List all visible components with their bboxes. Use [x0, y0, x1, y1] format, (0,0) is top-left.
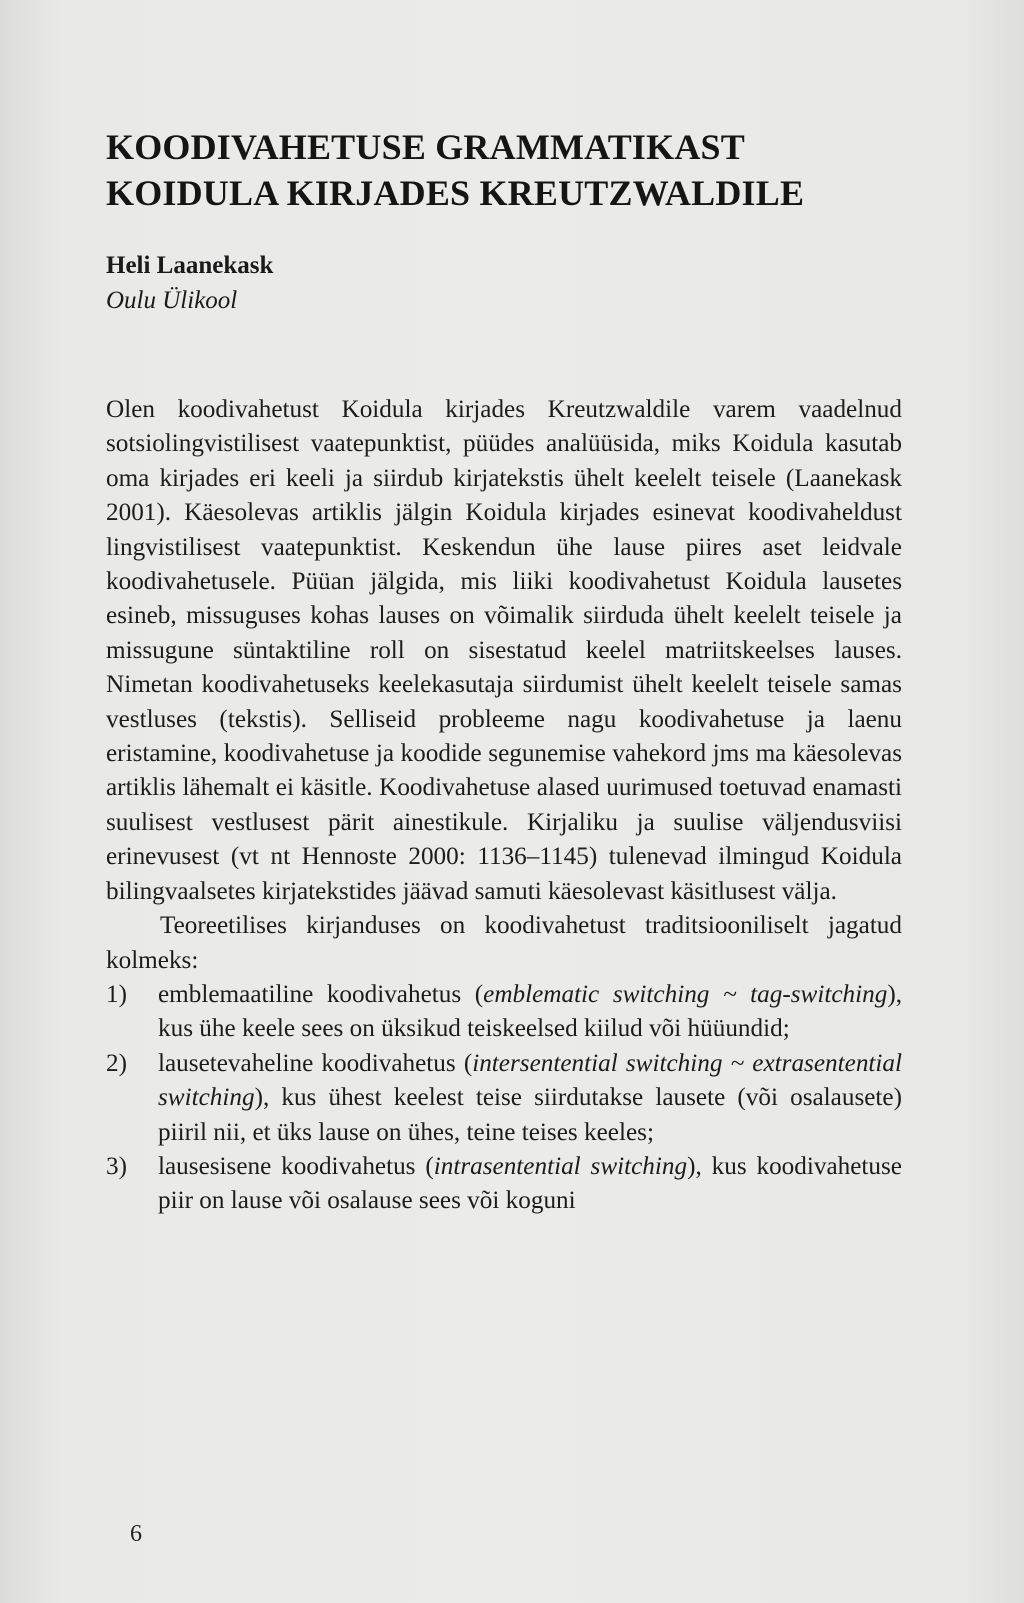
- switching-types-list: [106, 978, 902, 1219]
- list-item: [106, 1150, 902, 1219]
- list-item-number: 1): [106, 980, 127, 1008]
- list-item-term: intersentential switching ~ extrasentential switching: [158, 1049, 902, 1112]
- list-item-text: emblemaatiline koodivahetus (: [158, 980, 484, 1008]
- list-item-text: ), kus ühe keele sees on üksikud teiskeelsed kiilud või hüüundid;: [158, 980, 902, 1043]
- list-item-number: 3): [106, 1152, 127, 1180]
- list-item-text: lausesisene koodivahetus (: [158, 1152, 434, 1180]
- page-number: 6: [130, 1521, 142, 1547]
- author-affiliation: Oulu Ülikool: [106, 287, 238, 314]
- list-item-text: lausetevaheline koodivahetus (: [158, 1049, 473, 1077]
- list-item-number: 2): [106, 1049, 127, 1077]
- list-item-term: intrasentential switching: [433, 1152, 688, 1180]
- list-item-text: ), kus ühest keelest teise siirdutakse lausete (või osalausete) piiril nii, et üks lause on ühes, teine teises keeles;: [158, 1084, 902, 1146]
- title-line-1: KOODIVAHETUSE GRAMMATIKAST: [106, 127, 745, 167]
- paragraph-2: Teoreetilises kirjanduses on koodivahetust traditsiooniliselt jagatud kolmeks:: [106, 912, 902, 974]
- paragraph-1: Olen koodivahetust Koidula kirjades Kreutzwaldile varem vaadelnud sotsiolingvistilisest vaatepunktist, püüdes analüüsida, miks Koidula kasutab oma kirjades eri keeli ja siirdub kirjatekstis ühelt keelelt teisele (Laanekask 2001). Käesolevas artiklis jälgin Koidula kirjades esinevat koodivaheldust lingvistilisest vaatepunktist. Keskendun ühe lause piires aset leidvale koodivahetusele. Püüan jälgida, mis liiki koodivahetust Koidula lausetes esineb, missuguses kohas lauses on võimalik siirduda ühelt keelelt teisele ja missugune süntaktiline roll on sisestatud keelel matriitskeelses lauses. Nimetan koodivahetuseks keelekasutaja siirdumist ühelt keelelt teisele samas vestluses (tekstis). Selliseid probleeme nagu koodivahetuse ja laenu eristamine, koodivahetuse ja koodide segunemise vahekord jms ma käesolevas artiklis lähemalt ei käsitle. Koodivahetuse alased uurimused toetuvad enamasti suulisest vestlusest pärit ainestikule. Kirjaliku ja suulise väljendusviisi erinevusest (vt nt Hennoste 2000: 1136–1145) tulenevad ilmingud Koidula bilingvaalsetes kirjatekstides jäävad samuti käesolevast käsitlusest välja.: [106, 396, 902, 905]
- author-name: Heli Laanekask: [106, 252, 274, 279]
- list-item-term: emblematic switching ~ tag-switching: [483, 980, 888, 1008]
- article-title: [106, 124, 906, 216]
- list-item: [106, 1047, 902, 1150]
- list-item-text: ), kus koodivahetuse piir on lause või osalause sees või koguni: [158, 1152, 902, 1215]
- list-item: [106, 978, 902, 1047]
- article-body: [106, 393, 902, 1219]
- title-line-2: KOIDULA KIRJADES KREUTZWALDILE: [106, 173, 805, 213]
